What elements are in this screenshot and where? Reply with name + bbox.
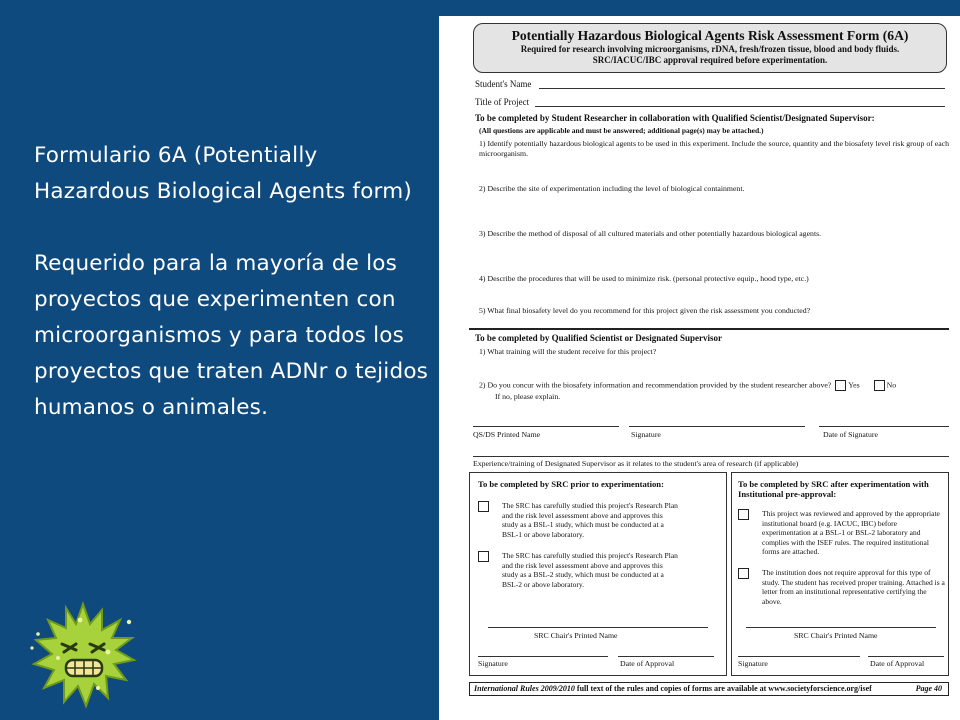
question-1-agents: 1) Identify potentially hazardous biological agents to be used in this experiment. Include the source, quantity and the biosafety level risk group of each microorganism. bbox=[479, 139, 950, 158]
qs-section-title: To be completed by Qualified Scientist or Designated Supervisor bbox=[475, 333, 723, 343]
institutional-approval-checkbox[interactable] bbox=[738, 509, 749, 520]
src-after-date-label: Date of Approval bbox=[870, 659, 925, 668]
src-prior-signature-label: Signature bbox=[478, 659, 508, 668]
src-prior-option-bsl1-text: The SRC has carefully studied this project's Research Plan and the risk level assessment above and approves this study as a BSL-1 study, which must be conducted at a BSL-1 or above laboratory. bbox=[502, 501, 678, 539]
src-after-option-approved bbox=[762, 509, 946, 557]
qs-question-2-note: If no, please explain. bbox=[495, 392, 561, 401]
student-name-line bbox=[539, 88, 945, 89]
no-label: No bbox=[886, 380, 897, 390]
footer-page: Page 40 bbox=[915, 684, 942, 693]
question-2-site: 2) Describe the site of experimentation including the level of biological containment. bbox=[479, 184, 745, 193]
form-6a-document bbox=[439, 16, 960, 720]
form-subtitle-approval: SRC/IACUC/IBC approval required before experimentation. bbox=[592, 55, 828, 65]
qs-question-1-training: 1) What training will the student receive for this project? bbox=[479, 347, 657, 356]
src-prior-box bbox=[469, 472, 727, 676]
src-prior-chair-line bbox=[488, 627, 708, 628]
question-3-disposal: 3) Describe the method of disposal of all cultured materials and other potentially hazardous biological agents. bbox=[479, 229, 822, 238]
src-after-option-not-required-text: The institution does not require approval for this type of study. The student has received proper training. Attached is a letter from an institutional representative certifying the above. bbox=[762, 568, 945, 606]
question-5-biosafety-level: 5) What final biosafety level do you recommend for this project given the risk assessment you conducted? bbox=[479, 306, 811, 315]
src-prior-title: To be completed by SRC prior to experimentation: bbox=[478, 479, 664, 489]
experience-line bbox=[473, 456, 949, 457]
src-after-signature-line bbox=[738, 656, 860, 657]
germ-mascot-icon bbox=[28, 600, 138, 710]
qs-signature-label: Signature bbox=[631, 430, 661, 439]
src-prior-option-bsl2 bbox=[502, 551, 678, 589]
form-subtitle-scope: Required for research involving microorganisms, rDNA, fresh/frozen tissue, blood and body fluids. bbox=[520, 44, 900, 54]
no-approval-required-checkbox[interactable] bbox=[738, 568, 749, 579]
bsl1-checkbox[interactable] bbox=[478, 501, 489, 512]
yes-label: Yes bbox=[848, 380, 860, 390]
form-title: Potentially Hazardous Biological Agents Risk Assessment Form (6A) bbox=[511, 28, 909, 43]
src-prior-option-bsl2-text: The SRC has carefully studied this project's Research Plan and the risk level assessment above and approves this study as a BSL-2 study, which must be conducted at a BSL-2 or above laboratory. bbox=[502, 551, 678, 589]
qs-name-line bbox=[473, 426, 619, 427]
experience-label: Experience/training of Designated Supervisor as it relates to the student's area of research (if applicable) bbox=[473, 459, 799, 468]
src-after-chair-line bbox=[746, 627, 936, 628]
qs-date-label: Date of Signature bbox=[823, 430, 878, 439]
slide-caption bbox=[34, 138, 432, 426]
src-prior-date-line bbox=[618, 656, 714, 657]
qs-name-label: QS/DS Printed Name bbox=[473, 430, 541, 439]
student-name-label: Student's Name bbox=[475, 79, 532, 89]
caption-paragraph-form-name: Formulario 6A (Potentially Hazardous Biological Agents form) bbox=[34, 143, 412, 204]
yes-checkbox[interactable] bbox=[835, 380, 846, 391]
form-header bbox=[473, 23, 947, 73]
src-after-option-not-required bbox=[762, 568, 946, 606]
src-after-date-line bbox=[868, 656, 944, 657]
qs-question-2-text: 2) Do you concur with the biosafety information and recommendation provided by the student researcher above? bbox=[479, 380, 832, 390]
project-title-label: Title of Project bbox=[475, 97, 530, 107]
caption-paragraph-requirement: Requerido para la mayoría de los proyectos que experimenten con microorganismos y para todos los proyectos que traten ADNr o tejidos humanos o animales. bbox=[34, 251, 429, 420]
bsl2-checkbox[interactable] bbox=[478, 551, 489, 562]
student-section-note: (All questions are applicable and must be answered; additional page(s) may be attached.) bbox=[479, 126, 764, 135]
qs-question-2-concur bbox=[479, 380, 896, 391]
src-prior-chair-label: SRC Chair's Printed Name bbox=[534, 631, 618, 640]
form-footer bbox=[469, 682, 949, 696]
src-prior-signature-line bbox=[478, 656, 608, 657]
src-after-box bbox=[731, 472, 949, 676]
src-after-chair-label: SRC Chair's Printed Name bbox=[794, 631, 878, 640]
question-4-procedures: 4) Describe the procedures that will be used to minimize risk. (personal protective equip., hood type, etc.) bbox=[479, 274, 809, 283]
footer-rules: International Rules 2009/2010 bbox=[474, 684, 575, 693]
src-prior-option-bsl1 bbox=[502, 501, 678, 539]
student-section-title: To be completed by Student Researcher in collaboration with Qualified Scientist/Designated Supervisor: bbox=[475, 113, 875, 123]
qs-signature-line bbox=[629, 426, 805, 427]
src-prior-date-label: Date of Approval bbox=[620, 659, 675, 668]
section-divider bbox=[469, 328, 949, 330]
src-after-signature-label: Signature bbox=[738, 659, 768, 668]
src-after-title: To be completed by SRC after experimentation with Institutional pre-approval: bbox=[738, 479, 929, 499]
src-after-option-approved-text: This project was reviewed and approved by the appropriate institutional board (e.g. IACUC, IBC) before experimentation at a BSL-1 or BSL-2 laboratory and complies with the ISEF rules. The required institutional forms are attached. bbox=[762, 509, 940, 556]
project-title-line bbox=[535, 106, 945, 107]
no-checkbox[interactable] bbox=[874, 380, 885, 391]
qs-date-line bbox=[819, 426, 949, 427]
footer-text: full text of the rules and copies of forms are available at www.societyforscience.org/isef bbox=[574, 684, 872, 693]
